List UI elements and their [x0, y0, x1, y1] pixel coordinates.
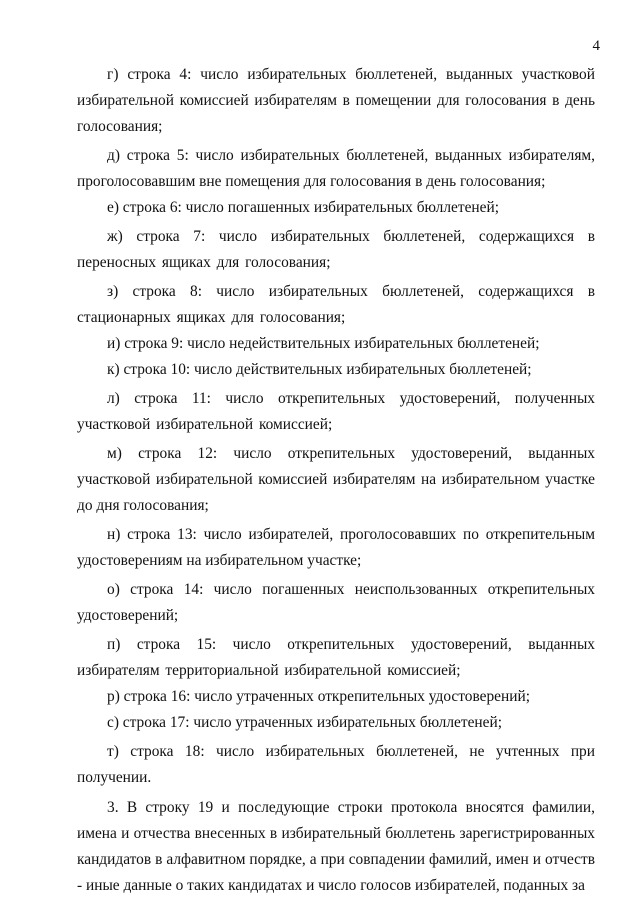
list-item-d: д) строка 5: число избирательных бюллетеней, выданных избирателям, проголосовавшим вне помещения для голосования в день голосования;	[77, 147, 595, 190]
list-item-n: н) строка 13: число избирателей, проголосовавших по открепительным удостоверениям на избирательном участке;	[77, 526, 595, 569]
list-item-zh: ж) строка 7: число избирательных бюллетеней, содержащихся в переносных ящиках для голосования;	[77, 228, 595, 271]
list-item-r: р) строка 16: число утраченных открепительных удостоверений;	[107, 688, 530, 705]
section-3-paragraph: 3. В строку 19 и последующие строки протокола вносятся фамилии, имена и отчества внесенных в избирательный бюллетень зарегистрированных кандидатов в алфавитном порядке, а при совпадении фамилий, имен и отчеств - иные данные о таких кандидатах и число голосов избирателей, поданных за	[77, 799, 595, 894]
list-item-l: л) строка 11: число открепительных удостоверений, полученных участковой избирательной комиссией;	[77, 390, 595, 433]
list-item-g: г) строка 4: число избирательных бюллетеней, выданных участковой избирательной комиссией избирателям в помещении для голосования в день голосования;	[77, 66, 595, 135]
list-item-p: п) строка 15: число открепительных удостоверений, выданных избирателям территориальной избирательной комиссией;	[77, 636, 595, 679]
list-item-m: м) строка 12: число открепительных удостоверений, выданных участковой избирательной комиссией избирателям на избирательном участке до дня голосования;	[77, 445, 595, 514]
list-item-e: е) строка 6: число погашенных избирательных бюллетеней;	[107, 199, 499, 216]
list-item-o: о) строка 14: число погашенных неиспользованных открепительных удостоверений;	[77, 581, 595, 624]
list-item-s: с) строка 17: число утраченных избирательных бюллетеней;	[107, 714, 503, 731]
document-body	[77, 62, 595, 899]
list-item-k: к) строка 10: число действительных избирательных бюллетеней;	[107, 361, 532, 378]
list-item-t: т) строка 18: число избирательных бюллетеней, не учтенных при получении.	[77, 743, 595, 786]
list-item-i: и) строка 9: число недействительных избирательных бюллетеней;	[107, 335, 540, 352]
page-number: 4	[592, 38, 600, 54]
list-item-z: з) строка 8: число избирательных бюллетеней, содержащихся в стационарных ящиках для голосования;	[77, 283, 595, 326]
